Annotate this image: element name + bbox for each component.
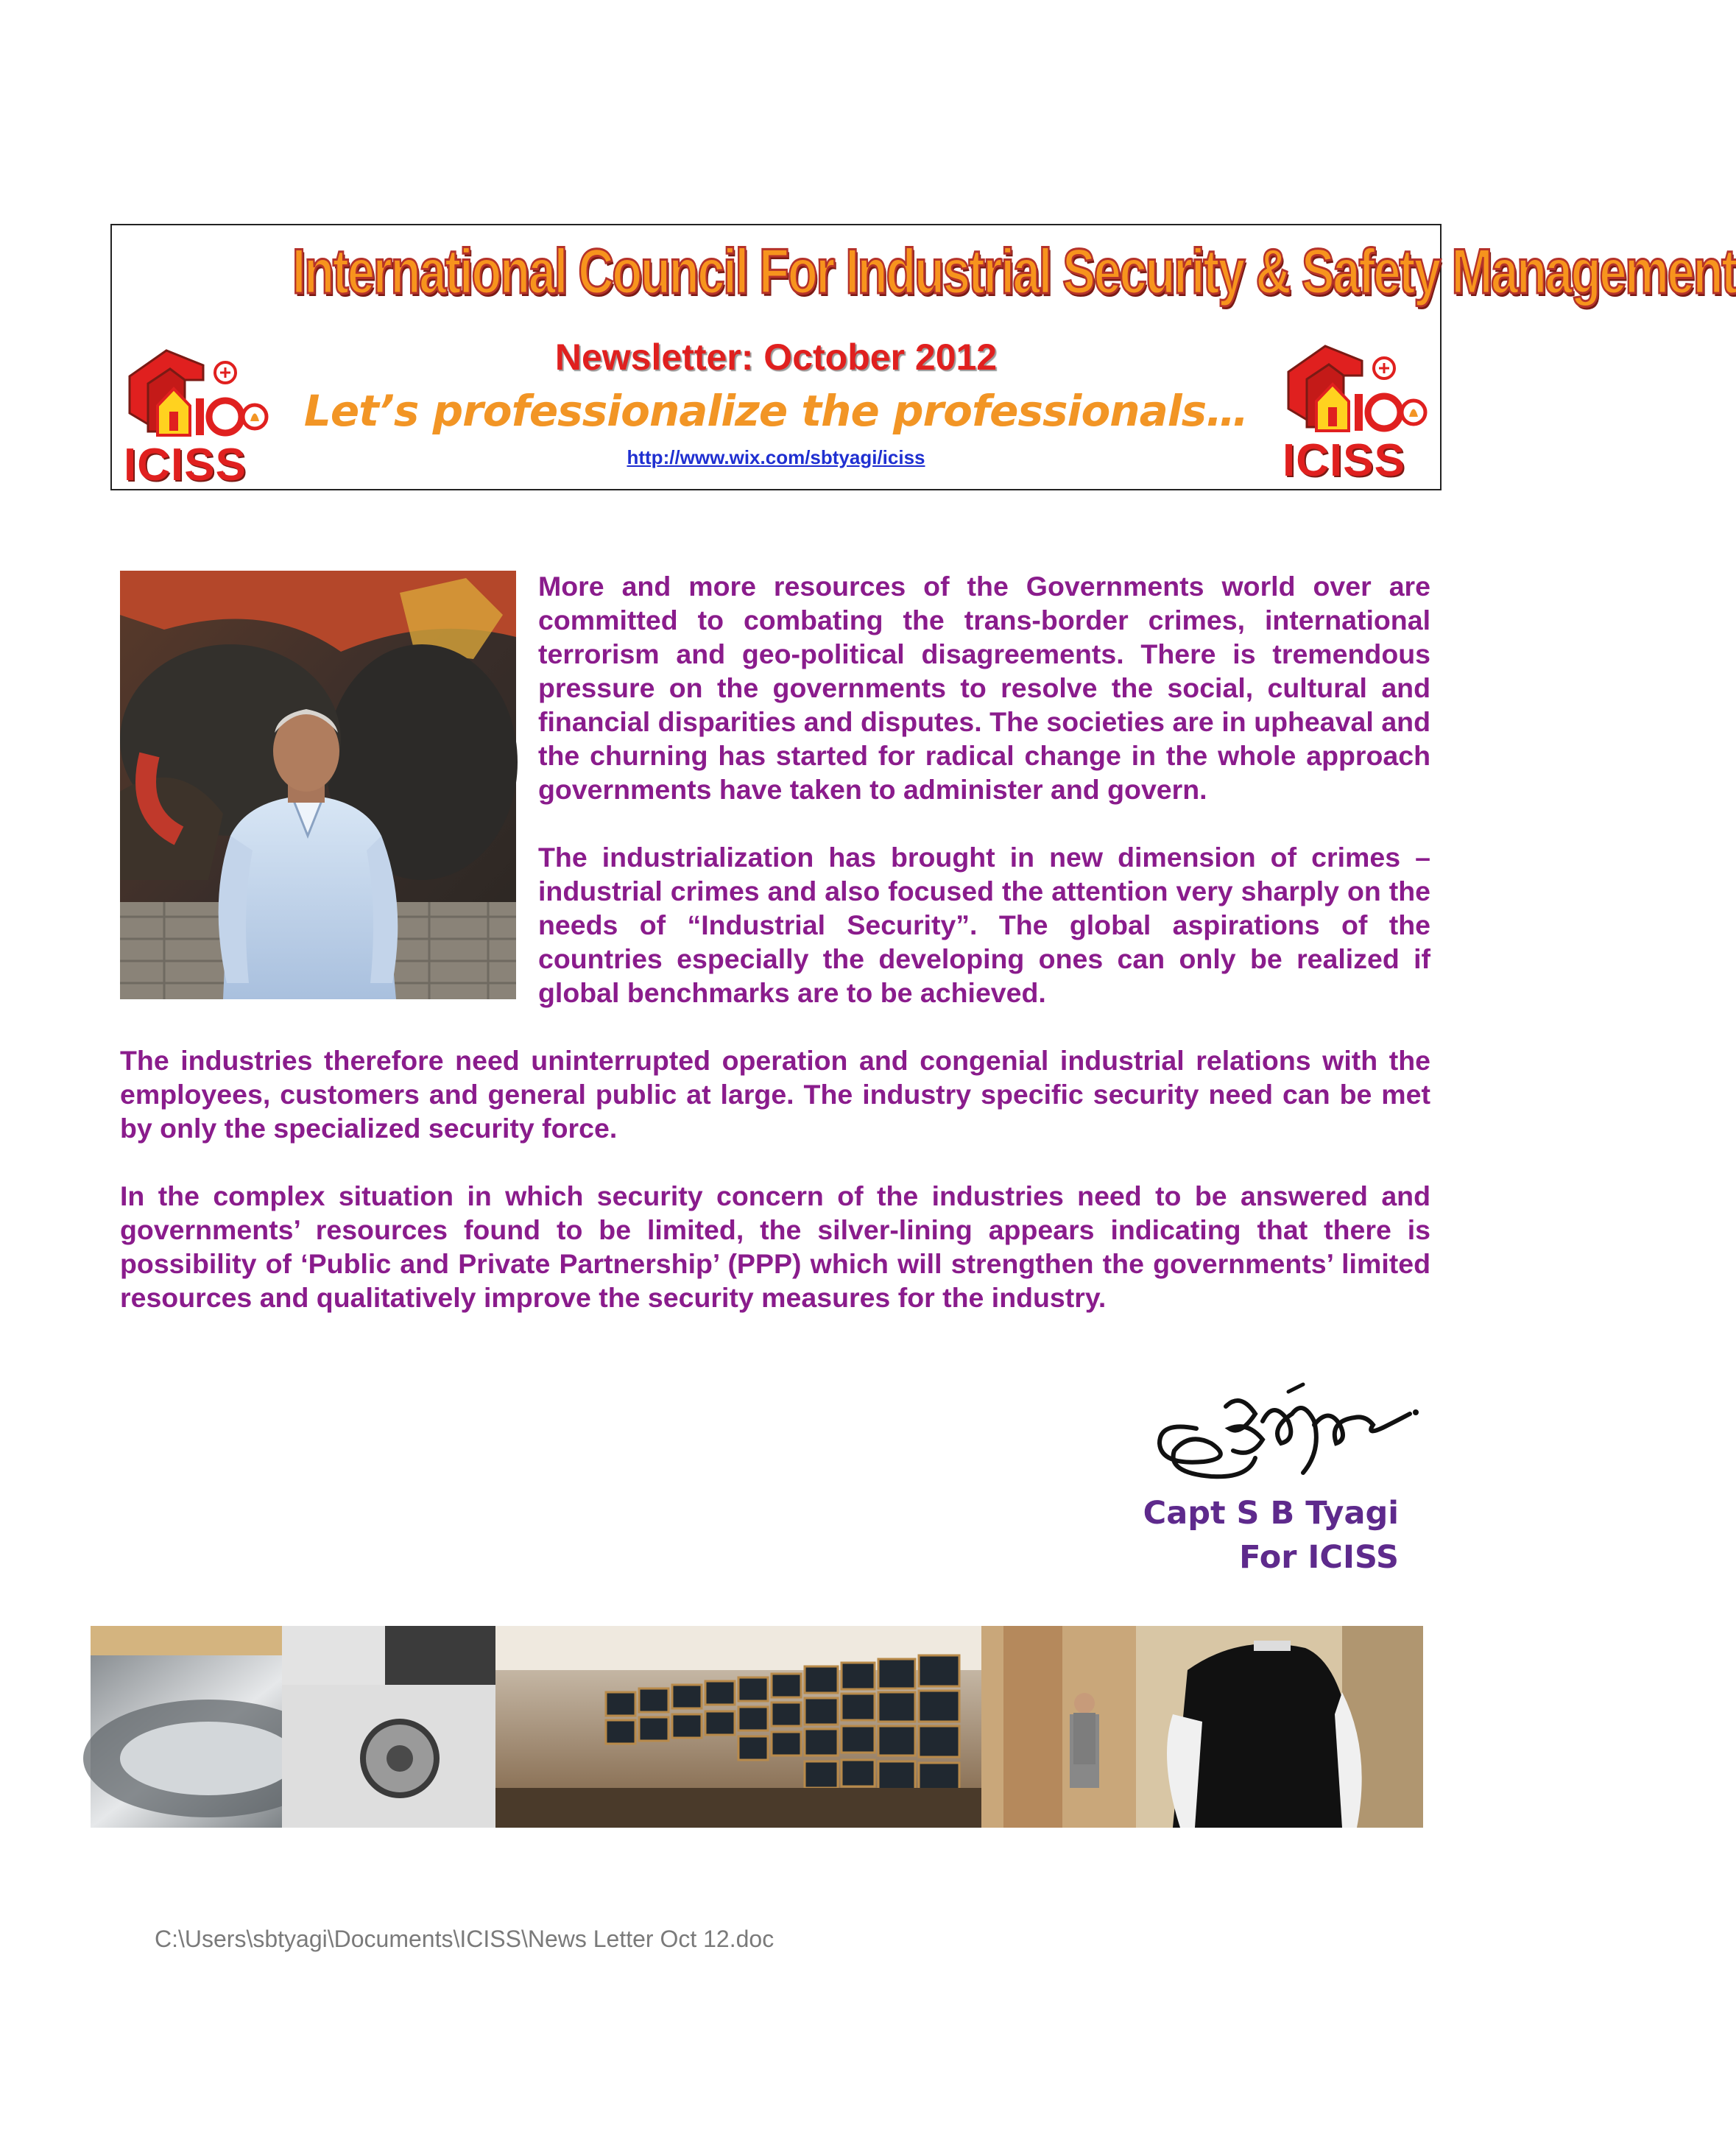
article-paragraph-1: More and more resources of the Governments world over are committed to combating the trans-border crimes, international terrorism and geo-political disagreements. There is tremendous pressure on the governments to resolve the social, cultural and financial disparities and disputes. The societies are in upheaval and the churning has started for radical change in the whole approach governments have taken to administer and govern. [538, 571, 1430, 805]
website-link[interactable]: http://www.wix.com/sbtyagi/iciss [627, 446, 925, 468]
iciss-logo-right [1274, 331, 1439, 486]
organization-title: International Council For Industrial Security & Safety Management [292, 236, 1736, 307]
article-paragraph-4: In the complex situation in which security concern of the industries need to be answered and governments’ resources found to be limited, the silver-lining appears indicating that there is possibility of ‘Public and Private Partnership’ (PPP) which will strengthen the governments’ limited resources and qualitatively improve the security measures for the industry. [120, 1180, 1430, 1313]
author-photo [120, 571, 516, 999]
article-body [120, 569, 1430, 1348]
article-paragraph-2: The industrialization has brought in new dimension of crimes – industrial crimes and also focused the attention very sharply on the needs of “Industrial Security”. The global aspirations of the countries especially the developing ones can only be realized if global benchmarks are to be achieved. [538, 842, 1430, 1008]
newsletter-header [110, 224, 1736, 490]
newsletter-title: Newsletter: October 2012 [554, 337, 998, 378]
slogan: Let’s professionalize the professionals… [303, 386, 1249, 436]
handwritten-signature [1145, 1370, 1425, 1487]
security-photo-banner [91, 1626, 1423, 1828]
logo-text: ICISS [124, 440, 247, 490]
signatory-organization: For ICISS [1239, 1539, 1399, 1576]
article-paragraph-3: The industries therefore need uninterrupted operation and congenial industrial relations with the employees, customers and general public at large. The industry specific security need can be met by only the specialized security force. [120, 1045, 1430, 1144]
logo-text: ICISS [1282, 435, 1405, 486]
document-file-path: C:\Users\sbtyagi\Documents\ICISS\News Letter Oct 12.doc [155, 1926, 775, 1952]
signatory-name: Capt S B Tyagi [1143, 1495, 1399, 1532]
